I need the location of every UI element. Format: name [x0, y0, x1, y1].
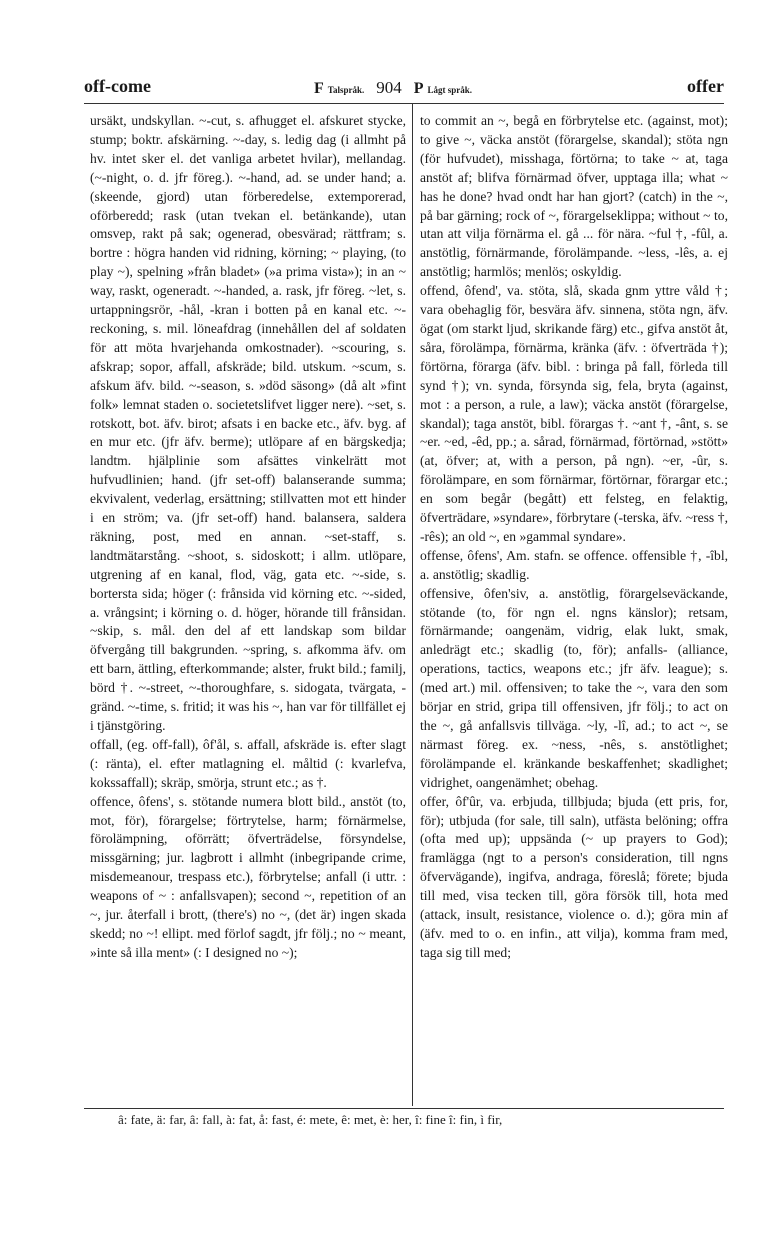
left-column [90, 112, 406, 963]
page-header [84, 74, 724, 104]
entry-offence-continued: to commit an ~, begå en förbrytelse etc. (against, mot); to give ~, väcka anstöt (förargelse, skandal); stöta ngn (för hufvudet), misshaga, förtörna; to take ~ at, taga anstöt af; blifva förnärmad öfver, upptaga illa; what ~ has he done? hvad ondt har han gjort? (catch) in the ~, på bar gärning; rock of ~, förargelseklippa; without ~ to, utan att vilja förnärma el. gå ... för nära. ~ful †, -fûl, a. anstötlig, förnärmande, förolämpande. ~less, -lês, a. ej anstötlig; harmlös; menlös; oskyldig. [420, 113, 728, 280]
footer-rule [84, 1108, 724, 1109]
header-right-guide-word: offer [687, 76, 724, 96]
header-mid-right-letter: P [413, 80, 424, 97]
page-number: 904 [376, 78, 402, 97]
entry-offend: offend, ôfend', va. stöta, slå, skada gnm yttre våld †; vara obehaglig för, besvära äfv. sinnena, stöta ngn, äfv. ögat (om starkt ljud, skrikande färg) etc., gifva anstöt åt, såra, förolämpa, förnärma, kränka (äfv. : öfverträda †); förtörna, förarga (äfv. bibl. : bringa på fall, förleda till synd †); vn. synda, försynda sig, fela, bryta (against, mot : a person, a rule, a law); väcka anstöt (förargelse, skandal); taga anstöt, bibl. förargas †. ~ant †, -ânt, s. se ~er. ~ed, -êd, pp.; a. sårad, förnärmad, förtörnad, »stött» (at, öfver; at, with a person, på ngn). ~er, -ûr, s. förolämpare, en som förnärmar, förtörnar, förargar etc.; en som begår (begått) ett felsteg, en felaktig, öfverträdare, »syndare», förbrytare (-terska, äfv. ~ress †, -rês); an old ~, en »gammal syndare». [420, 283, 728, 544]
entry-offensive: offensive, ôfen'siv, a. anstötlig, förargelseväckande, stötande (to, för ngn el. ngns känslor); retsam, förnärmande; oangenäm, vidrig, elak lukt, smak, anledrägt etc.; skadlig (to, för); anfalls- (alliance, operations, tactics, weapons etc.; jfr äfv. league); s. (med art.) mil. offensiven; to take the ~, vara den som börjar en strid, gripa till offensiven, jfr följ.; to act on the ~, gå anfallsvis tillväga. ~ly, -lî, ad.; to act ~, se närmast föreg. ex. ~ness, -nês, s. anstötlighet; förolämpande el. kränkande beskaffenhet; skadlighet; vidrighet, oangenämhet; obehag. [420, 585, 728, 790]
right-column [420, 112, 728, 963]
header-mid-left-letter: F [314, 80, 324, 97]
entry-offer: offer, ôf'ûr, va. erbjuda, tillbjuda; bjuda (ett pris, for, för); utbjuda (for sale, till saln), utfästa belöning; offra (ofta med up); uppsända (~ up prayers to God); framlägga (ngt to a person's consideration, till ngns öfvervägande), ingifva, andraga, föreslå; förete; bjuda till med, visa tecken till, göra försök till, hota med (attack, insult, resistance, violence o. d.); göra min af (äfv. med to o. en infin., att vilja), komma fram med, taga sig till med; [420, 793, 728, 960]
pronunciation-key: â: fate, ä: far, â: fall, à: fat, å: fast, é: mete, ê: met, è: her, î: fine î: fin, ì fir, [118, 1112, 503, 1127]
entry-offence: offence, ôfens', s. stötande numera blott bild., anstöt (to, mot, för), förargelse; förtrytelse, harm; förnärmelse, förolämpning, oförrätt; öfverträdelse, försyndelse, missgärning; jur. lagbrott i allmht (inbegripande crime, misdemeanour, trespass etc.), förbrytelse; anfall (i uttr. : weapons of ~ : anfallsvapen); second ~, repetition of an ~, jur. återfall i brott, (there's) no ~, (det är) ingen skada skedd; no ~! ellipt. med förlof sagdt, jfr följ.; no ~ meant, »inte så illa ment» (: I designed no ~); [90, 793, 406, 960]
entry-offall: offall, (eg. off-fall), ôf'ål, s. affall, afskräde is. efter slagt (: ränta), el. efter matlagning el. måltid (: kvarlefva, kokssaffall); skräp, smörja, strunt etc.; as †. [90, 736, 406, 790]
entry-offense: offense, ôfens', Am. stafn. se offence. offensible †, -îbl, a. anstötlig; skadlig. [420, 547, 728, 582]
header-left-guide-word: off-come [84, 76, 151, 96]
entry-off-compounds: ursäkt, undskyllan. ~-cut, s. afhugget el. afskuret stycke, stump; boktr. afskärning. ~-day, s. ledig dag (i allmht på hv. intet sker el. det vanliga arbetet hvilar), mellandag. (~-night, o. d. jfr föreg.). ~-hand, ad. se under hand; a. (skeende, gjord) utan förberedelse, extemporerad, oförberedd; rask (utan tvekan el. betänkande), utan omsvep, rakt på sak; ogenerad, obesvärad; rättfram; s. bortre : högra handen vid ridning, körning; ~ playing, (to play ~), spelning »från bladet» (»a prima vista»); in an ~ way, raskt, ogeneradt. ~-handed, a. rask, jfr föreg. ~let, s. urtappningsrör, -hål, -kran i botten på en kanal etc. ~-reckoning, s. mil. löneafdrag (innehållen del af soldaten för att möta hvarjehanda omkostnader). ~scouring, s. afskrap; sopor, affall, afskräde; bild. utskum. ~scum, s. afskum äfv. bild. ~-season, s. »död säsong» (då alt »fint folk» lemnat staden o. societetslifvet ligger nere). ~set, s. rotskott, bot. äfv. birot; afsats i en backe etc., äfv. byg. af en mur etc. (jfr äfv. berme); utlöpare af en bärgskedja; landtm. hjälplinie som afsättes vinkelrätt mot hufvudlinien; hand. (jfr set-off) balanserande summa; ekvivalent, vederlag, ersättning; stillvatten mot ett hinder i en ström; va. (jfr set-off) hand. balansera, saldera räkning, post, med en annan. ~set-staff, s. landtmätarstång. ~shoot, s. sidoskott; i allm. utlöpare, utgrening af en kanal, flod, väg, gata etc. ~-side, s. bortersta sida; höger (: frånsida vid körning etc. ~-sided, a. vrångsint; i körning o. d. höger, hörande till frånsidan. ~skip, s. mål. den del af ett landskap som bildar öfvergång till bakgrunden. ~spring, s. afkomma äfv. om ett barn, ättling, efterkommande; alster, frukt bild.; familj, börd †. ~-street, ~-thoroughfare, s. sidogata, tvärgata, -gränd. ~-time, s. fritid; it was his ~, han var för tillfället ej i tjänstgöring. [90, 113, 406, 733]
header-mid-right-label: Lågt språk. [427, 85, 473, 95]
column-divider [412, 104, 413, 1106]
header-rule [84, 103, 724, 104]
header-center [314, 78, 472, 98]
header-mid-left-label: Talspråk. [327, 85, 365, 95]
